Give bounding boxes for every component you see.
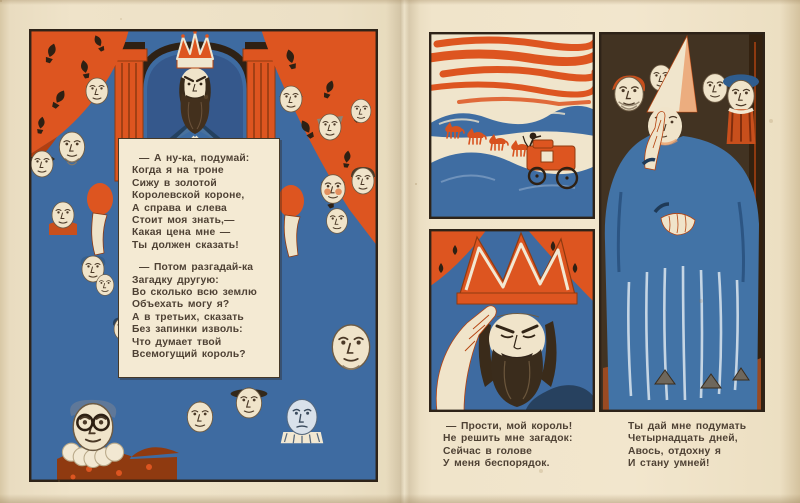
caption-line: И стану умней! xyxy=(628,458,710,470)
poem-line: Во сколько всю землю xyxy=(132,287,257,299)
king-crown xyxy=(177,30,213,68)
poem-line: Стоит моя знать,— xyxy=(132,215,235,227)
illustration-coach-landscape xyxy=(429,32,595,219)
poem-line: Что думает твой xyxy=(132,336,222,348)
stanza-2 xyxy=(132,262,273,361)
caption-line: Не решить мне загадок: xyxy=(443,433,573,445)
caption-line: Четырнадцать дней, xyxy=(628,433,738,445)
page-edge-top xyxy=(0,0,800,5)
onlooker xyxy=(703,74,727,103)
poem-line: — А ну-ка, подумай: xyxy=(139,153,250,164)
poem-line: Королевской короне, xyxy=(132,190,245,202)
illustration-king-thinking xyxy=(429,229,595,412)
courtier xyxy=(96,275,114,296)
poem-line: А справа и слева xyxy=(132,202,227,214)
poem-line: Какая цена мне — xyxy=(132,227,231,239)
caption-line: Авось, отдохну я xyxy=(628,445,722,457)
poem-line: Ты должен сказать! xyxy=(132,239,239,251)
king-sleeve xyxy=(87,183,113,215)
stanza-1 xyxy=(132,153,273,252)
caption-line: Сейчас в голове xyxy=(443,445,533,457)
illustration-sage xyxy=(599,32,765,412)
poem-line: Когда я на троне xyxy=(132,165,224,177)
poem-line: Сижу в золотой xyxy=(132,177,217,189)
page-edge-bottom xyxy=(0,494,800,503)
poem-line: Загадку другую: xyxy=(132,274,219,286)
poem-line: — Потом разгадай-ка xyxy=(139,262,254,274)
courtier xyxy=(321,175,345,204)
caption-line: Ты дай мне подумать xyxy=(628,421,747,432)
courtier xyxy=(86,78,108,104)
verse-panel xyxy=(118,138,280,378)
courtier xyxy=(327,209,348,234)
poem-line: А в третьих, сказать xyxy=(132,311,244,323)
poem-line: Всемогущий король? xyxy=(132,349,246,361)
courtier xyxy=(351,167,375,194)
poem-line: Объехать могу я? xyxy=(132,299,230,311)
big-crown xyxy=(457,233,577,304)
caption-left xyxy=(443,421,613,471)
poem-line: Без запинки изволь: xyxy=(132,324,243,336)
caption-line: — Прости, мой король! xyxy=(446,421,573,432)
caption-line: У меня беспорядок. xyxy=(443,458,550,470)
caption-right xyxy=(628,421,788,471)
paper-specks xyxy=(0,0,2,2)
courtier xyxy=(351,99,371,122)
